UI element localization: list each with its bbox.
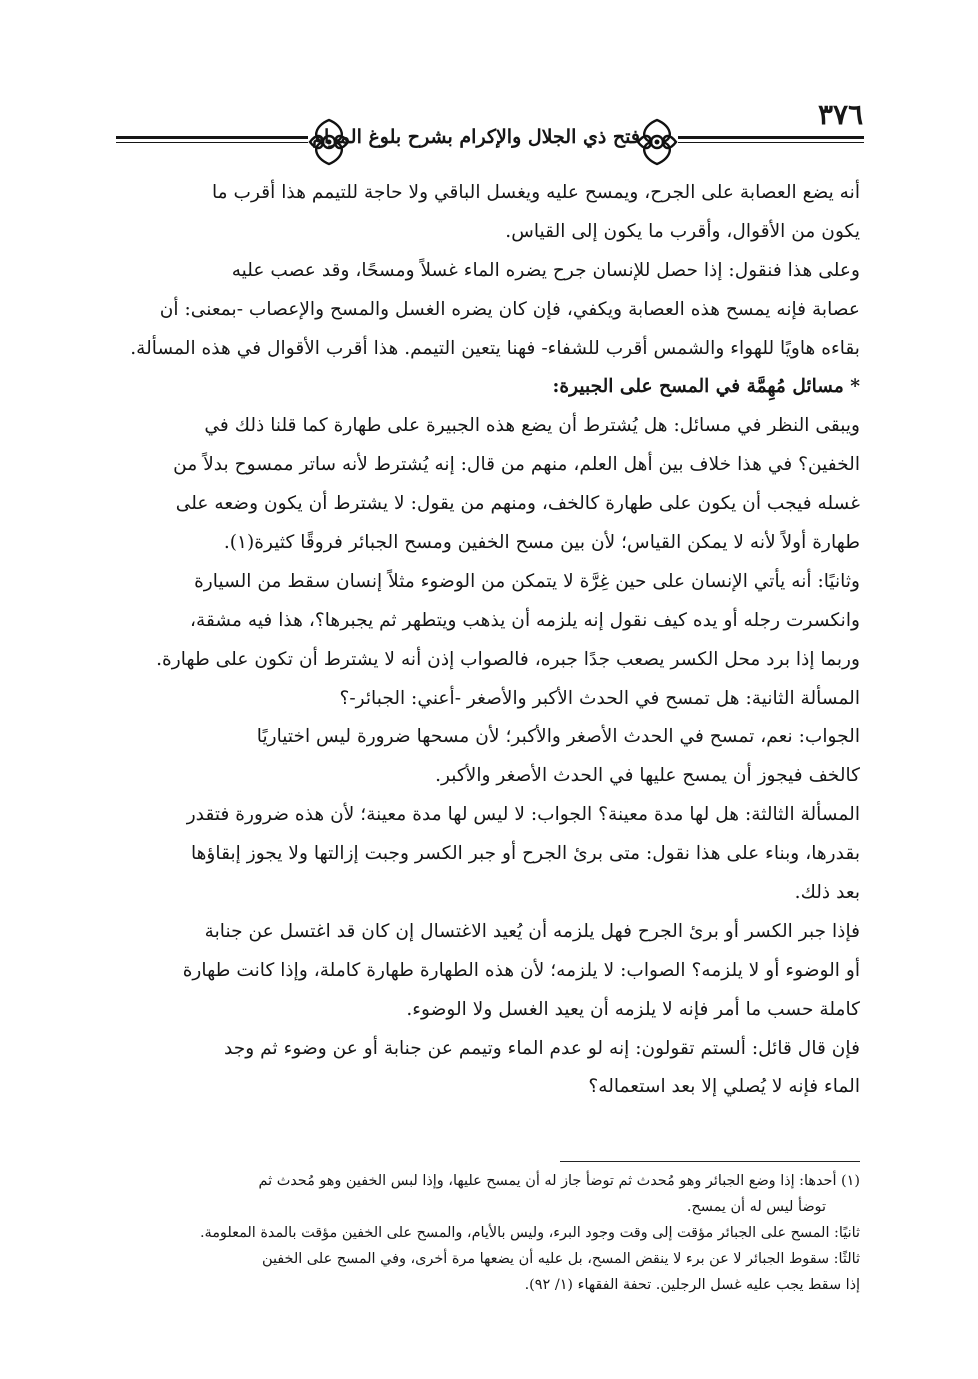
book-title: فتح ذي الجلال والإكرام بشرح بلوغ المرام	[312, 126, 640, 148]
body-line: بقاءه هاويًا للهواء والشمس أقرب للشفاء- فهنا يتعين التيمم. هذا أقرب الأقوال في هذه المسألة.	[130, 337, 860, 359]
body-line: يكون من الأقوال، وأقرب ما يكون إلى القياس.	[505, 220, 860, 242]
body-line: غسله فيجب أن يكون على طهارة كالخف، ومنهم من يقول: لا يشترط أن يكون وضعه على	[175, 493, 860, 515]
issue-three-question: المسألة الثالثة: هل لها مدة معينة؟ الجواب: لا ليس لها مدة معينة؛ لأن هذه ضرورة فتقدر	[186, 804, 860, 826]
page-number: ٣٧٦	[818, 98, 864, 131]
body-line: بعد ذلك.	[794, 882, 860, 904]
body-line: أنه يضع العصابة على الجرح، ويمسح عليه ويغسل الباقي ولا حاجة للتيمم هذا أقرب ما	[212, 182, 860, 203]
body-line: الماء فإنه لا يُصلي إلا بعد استعماله؟	[588, 1076, 860, 1098]
objection-line: فإن قال قائل: ألستم تقولون: إنه لو عدم الماء وتيمم عن جنابة أو عن وضوء ثم وجد	[224, 1037, 860, 1059]
header-rule-right-thin	[678, 142, 864, 143]
body-line: وعلى هذا فنقول: إذا حصل للإنسان جرح يضره الماء غسلاً ومسحًا، وقد عصب عليه	[231, 259, 860, 281]
footnote-line: (١) أحدها: إذا وضع الجبائر وهو مُحدث ثم توضأ جاز له أن يمسح عليها، وإذا لبس الخفين وهو مُحدث ثم	[258, 1173, 860, 1189]
body-line: الخفين؟ في هذا خلاف بين أهل العلم، منهم من قال: إنه يُشترط لأنه ساتر ممسوح بدلاً من	[173, 454, 860, 476]
body-line: طهارة أولاً لأنه لا يمكن القياس؛ لأن بين مسح الخفين ومسح الجبائر فروقًا كثيرة(١).	[223, 532, 860, 554]
body-line: وانكسرت رجله أو يده كيف نقول إنه يلزمه أن يذهب ويتطهر ثم يجبرها؟، هذا فيه مشقة،	[190, 609, 860, 631]
body-line: عصابة فإنه يمسح هذه العصابة ويكفي، فإن كان يضره الغسل والمسح والإعصاب -بمعنى: أن	[159, 298, 860, 320]
answer-line: الجواب: نعم، تمسح في الحدث الأصغر والأكبر؛ لأن مسحها ضرورة ليس اختياريًا	[256, 726, 860, 748]
footnotes	[115, 1168, 860, 1298]
body-line: كاملة حسب ما أمر فإنه لا يلزمه أن يعيد الغسل ولا الوضوء.	[406, 998, 860, 1020]
body-line: ويبقى النظر في مسائل: هل يُشترط أن يضع هذه الجبيرة على طهارة كما قلنا ذلك في	[204, 415, 860, 437]
body-line: بقدرها، وبناء على هذا نقول: متى برئ الجرح أو جبر الكسر وجبت إزالتها ولا يجوز إبقاؤها	[190, 843, 860, 865]
body-line: كالخف فيجوز أن يمسح عليها في الحدث الأصغر والأكبر.	[435, 765, 860, 787]
header-rule-left	[116, 136, 308, 139]
body-line: وثانيًا: أنه يأتي الإنسان على حين غِرَّة لا يتمكن من الوضوء مثلاً إنسان سقط من السيارة	[194, 570, 860, 592]
body-line: فإذا جبر الكسر أو برئ الجرح فهل يلزمه أن يُعيد الاغتسال إن كان قد اغتسل عن جنابة	[204, 920, 860, 942]
header-rule-left-thin	[116, 142, 308, 143]
header-rule-right	[678, 136, 864, 139]
issue-two-question: المسألة الثانية: هل تمسح في الحدث الأكبر والأصغر -أعني: الجبائر-؟	[339, 687, 860, 709]
body-text	[115, 174, 860, 1107]
footnote-line: إذا سقط يجب عليه غسل الرجلين. تحفة الفقهاء (١/ ٩٢).	[524, 1277, 860, 1293]
section-heading: * مسائل مُهِمَّة في المسح على الجبيرة:	[552, 376, 860, 398]
footnote-line: ثانيًا: المسح على الجبائر مؤقت إلى وقت وجود البرء، وليس بالأيام، والمسح على الخفين مؤقت بالمدة المعلومة.	[199, 1225, 860, 1241]
footnote-line: ثالثًا: سقوط الجبائر لا عن برء لا ينقض المسح، بل عليه أن يضعها مرة أخرى، وفي المسح على الخفين	[261, 1251, 860, 1267]
footnote-divider	[560, 1161, 860, 1162]
footnote-line: توضأ ليس له أن يمسح.	[686, 1199, 826, 1215]
body-line: وربما إذا برد محل الكسر يصعب جدًا جبره، فالصواب إذن أنه لا يشترط أن تكون على طهارة.	[156, 648, 860, 670]
body-line: أو الوضوء أو لا يلزمه؟ الصواب: لا يلزمه؛ لأن هذه الطهارة طهارة كاملة، وإذا كانت طهارة	[182, 959, 860, 981]
